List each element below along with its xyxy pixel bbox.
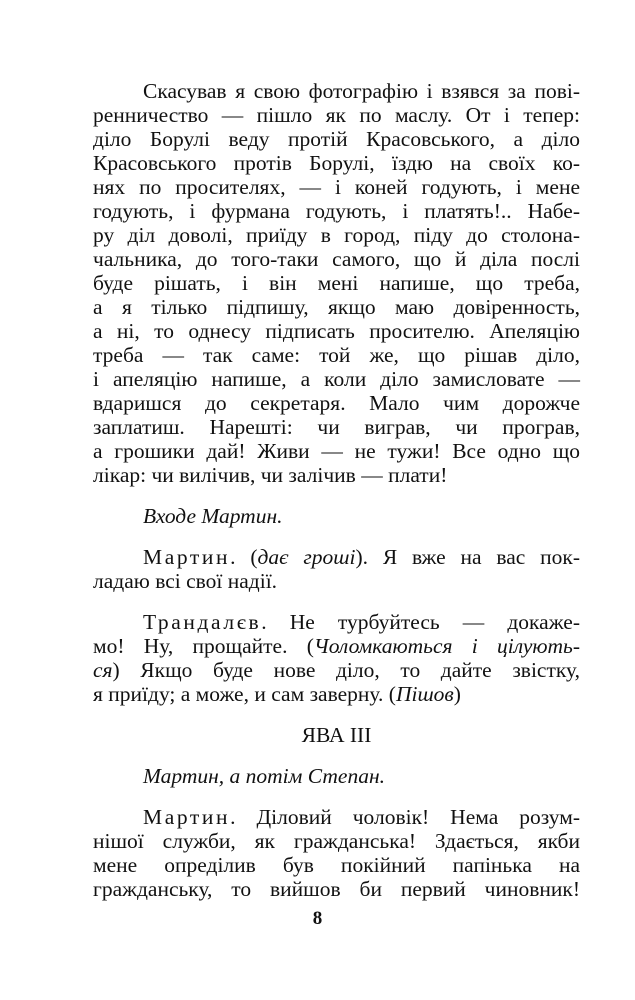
text-line: вдаришся до секретаря. Мало чим дорожче (93, 391, 580, 415)
text-span: ) Якщо буде нове діло, то дайте звістку, (112, 658, 580, 682)
text-line: діло Борулі веду протій Красовського, а діло (93, 127, 580, 151)
speaker-name: Трандалєв (143, 610, 262, 634)
text-span: ). Я вже на вас пок- (355, 545, 581, 569)
stage-direction (93, 504, 580, 528)
text-line: ладаю всі свої надії. (93, 569, 278, 593)
text-line: нішої служби, як гражданська! Здається, якби (93, 829, 580, 853)
text-line: лікар: чи вилічив, чи залічив — плати! (93, 463, 448, 487)
text-span: ) (453, 682, 461, 706)
stage-direction-text: ся (93, 658, 113, 682)
text-line (93, 634, 580, 658)
stage-direction-text: дає гроші (257, 545, 356, 569)
text-line (93, 658, 580, 682)
text-line: мене опреділив був покійний папінька на (93, 853, 580, 877)
text-line: Скасував я свою фотографію і взявся за пові- (143, 79, 580, 103)
stage-direction-text: Мартин, а потім Степан. (143, 764, 385, 788)
stage-direction (93, 764, 580, 788)
text-line: годують, і фурмана годують, і платять!.. Набе- (93, 199, 580, 223)
dialogue-martyn-1 (93, 545, 580, 593)
stage-direction-text: Чоломкаються і цілують- (313, 634, 580, 658)
text-span: . Діловий чоловік! Нема розум- (230, 805, 580, 829)
speaker-name: Мартин (143, 545, 231, 569)
page-text (93, 79, 580, 901)
text-line: буде рішать, і він мені напише, що треба, (93, 271, 580, 295)
text-line (93, 545, 580, 569)
paragraph-monologue (93, 79, 580, 487)
text-line: а ні, то однесу підписать просителю. Апеляцію (93, 319, 580, 343)
text-line (93, 805, 580, 829)
text-line: а я тілько підпишу, якщо маю довіренность, (93, 295, 580, 319)
text-span: . Не турбуйтесь — докаже- (261, 610, 580, 634)
speaker-name: Мартин (143, 805, 231, 829)
text-line: чальника, до того-таки самого, що й діла послі (93, 247, 580, 271)
text-line: а грошики дай! Живи — не тужи! Все одно що (93, 439, 580, 463)
dialogue-martyn-2 (93, 805, 580, 901)
text-line: заплатиш. Нарешті: чи виграв, чи програв, (93, 415, 580, 439)
text-span: мо! Ну, прощайте. ( (93, 634, 314, 658)
text-span: я приїду; а може, и сам заверну. ( (93, 682, 396, 706)
scene-heading: ЯВА ІІІ (301, 723, 372, 747)
text-line: ренничество — пішло як по маслу. От і тепер: (93, 103, 580, 127)
text-line: треба — так саме: той же, що рішав діло, (93, 343, 580, 367)
text-span: . ( (230, 545, 258, 569)
stage-direction-text: Пішов (395, 682, 454, 706)
text-line: ру діл доволі, приїду в город, піду до столона- (93, 223, 580, 247)
page-number: 8 (312, 908, 323, 929)
text-line: і апеляцію напише, а коли діло замисловате — (93, 367, 580, 391)
dialogue-trandalev (93, 610, 580, 706)
stage-direction-text: Входе Мартин. (143, 504, 283, 528)
text-line: Красовського протів Борулі, їздю на своїх ко- (93, 151, 580, 175)
text-line (93, 610, 580, 634)
text-line: нях по просителях, — і коней годують, і мене (93, 175, 580, 199)
text-line: гражданську, то вийшов би первий чиновник! (93, 877, 580, 901)
text-line (93, 682, 580, 706)
